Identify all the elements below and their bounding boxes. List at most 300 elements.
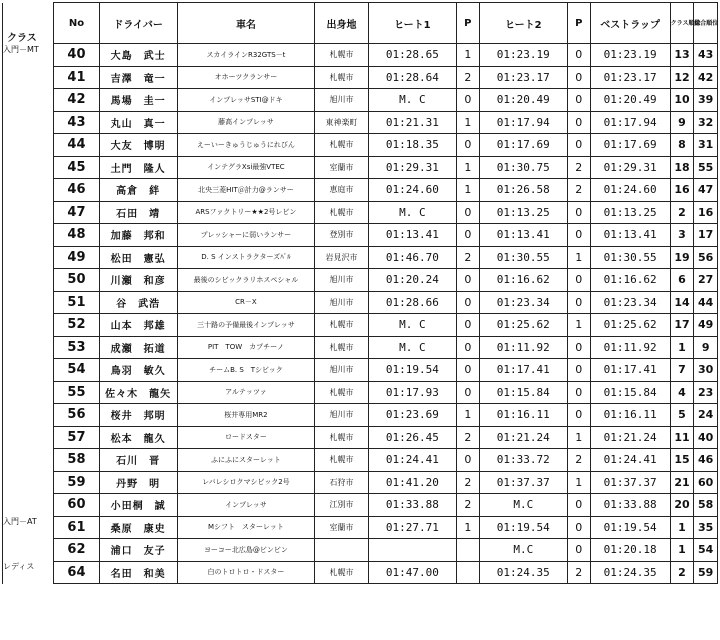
row-heat2: 01:26.58 (479, 179, 567, 202)
table-row (3, 224, 718, 247)
row-car: Mシフト スターレット (177, 516, 315, 539)
row-hometown: 江別市 (315, 494, 368, 517)
row-best-lap: 01:29.31 (590, 156, 670, 179)
row-driver: 石川 晋 (99, 449, 177, 472)
table-row (3, 404, 718, 427)
table-row (3, 516, 718, 539)
row-number: 47 (54, 201, 99, 224)
row-number: 50 (54, 269, 99, 292)
row-best-lap: 01:23.17 (590, 66, 670, 89)
row-heat2: M.C (479, 539, 567, 562)
row-class-rank: 3 (670, 224, 694, 247)
row-driver: 馬場 圭一 (99, 89, 177, 112)
row-driver: 石田 靖 (99, 201, 177, 224)
row-heat2: 01:24.35 (479, 561, 567, 584)
col-heat2: ヒート2 (479, 3, 567, 44)
row-class-rank: 18 (670, 156, 694, 179)
table-row (3, 134, 718, 157)
row-driver: 松本 龍久 (99, 426, 177, 449)
row-penalty1: 1 (457, 179, 480, 202)
row-penalty2: 0 (567, 291, 590, 314)
row-class-rank: 20 (670, 494, 694, 517)
row-heat1: 01:29.31 (368, 156, 456, 179)
row-penalty1: 0 (457, 89, 480, 112)
row-driver: 土門 隆人 (99, 156, 177, 179)
row-penalty2: 1 (567, 246, 590, 269)
row-overall-rank: 46 (694, 449, 718, 472)
row-number: 49 (54, 246, 99, 269)
row-best-lap: 01:13.25 (590, 201, 670, 224)
row-best-lap: 01:23.34 (590, 291, 670, 314)
row-overall-rank: 32 (694, 111, 718, 134)
row-class-label (3, 201, 54, 224)
row-number: 57 (54, 426, 99, 449)
row-number: 55 (54, 381, 99, 404)
row-heat1: M. C (368, 89, 456, 112)
table-row (3, 539, 718, 562)
row-class-label (3, 449, 54, 472)
row-car: CR－X (177, 291, 315, 314)
row-best-lap: 01:24.35 (590, 561, 670, 584)
row-class-rank: 6 (670, 269, 694, 292)
row-hometown: 恵庭市 (315, 179, 368, 202)
table-row (3, 111, 718, 134)
row-class-rank: 2 (670, 561, 694, 584)
row-hometown: 旭川市 (315, 89, 368, 112)
row-penalty2: 2 (567, 179, 590, 202)
row-number: 58 (54, 449, 99, 472)
row-penalty2: 1 (567, 471, 590, 494)
row-car: レバレシロクマシビック2号 (177, 471, 315, 494)
row-penalty1: 1 (457, 44, 480, 67)
col-p1: P (457, 3, 480, 44)
row-penalty1: 2 (457, 471, 480, 494)
row-penalty2: 0 (567, 381, 590, 404)
row-penalty1 (457, 539, 480, 562)
row-class-rank: 4 (670, 381, 694, 404)
row-penalty2: 0 (567, 89, 590, 112)
row-class-label (3, 494, 54, 517)
row-class-rank: 19 (670, 246, 694, 269)
row-hometown: 岩見沢市 (315, 246, 368, 269)
row-class-label (3, 111, 54, 134)
row-hometown: 登別市 (315, 224, 368, 247)
row-best-lap: 01:20.49 (590, 89, 670, 112)
row-best-lap: 01:11.92 (590, 336, 670, 359)
row-heat2: 01:13.25 (479, 201, 567, 224)
row-best-lap: 01:20.18 (590, 539, 670, 562)
row-penalty1: 2 (457, 426, 480, 449)
row-number: 64 (54, 561, 99, 584)
row-number: 44 (54, 134, 99, 157)
row-penalty1: 0 (457, 359, 480, 382)
row-heat2: 01:21.24 (479, 426, 567, 449)
row-heat2: 01:25.62 (479, 314, 567, 337)
row-penalty2: 0 (567, 201, 590, 224)
row-penalty2: 2 (567, 561, 590, 584)
row-hometown: 札幌市 (315, 134, 368, 157)
row-heat2: M.C (479, 494, 567, 517)
row-car: PIT TOW カプチーノ (177, 336, 315, 359)
row-car: 白のトロトロ・ドスター (177, 561, 315, 584)
row-class-label (3, 381, 54, 404)
row-class-rank: 17 (670, 314, 694, 337)
row-penalty1: 1 (457, 404, 480, 427)
row-driver: 川瀬 和彦 (99, 269, 177, 292)
row-penalty1: 0 (457, 201, 480, 224)
row-heat2: 01:17.94 (479, 111, 567, 134)
row-overall-rank: 47 (694, 179, 718, 202)
row-car: スカイラインR32GTS－t (177, 44, 315, 67)
table-row (3, 494, 718, 517)
row-best-lap: 01:37.37 (590, 471, 670, 494)
row-best-lap: 01:33.88 (590, 494, 670, 517)
row-overall-rank: 35 (694, 516, 718, 539)
table-row (3, 44, 718, 67)
table-row (3, 471, 718, 494)
row-overall-rank: 58 (694, 494, 718, 517)
row-car: インプレッサ (177, 494, 315, 517)
row-heat1: 01:23.69 (368, 404, 456, 427)
row-car: ヨーコー北広島@ビンビン (177, 539, 315, 562)
row-number: 45 (54, 156, 99, 179)
row-class-rank: 16 (670, 179, 694, 202)
row-penalty2: 0 (567, 66, 590, 89)
row-heat2: 01:17.69 (479, 134, 567, 157)
row-driver: 谷 武浩 (99, 291, 177, 314)
row-best-lap: 01:13.41 (590, 224, 670, 247)
row-hometown: 札幌市 (315, 66, 368, 89)
row-overall-rank: 43 (694, 44, 718, 67)
row-class-rank: 12 (670, 66, 694, 89)
row-penalty2: 0 (567, 224, 590, 247)
row-class-label (3, 246, 54, 269)
row-penalty1: 0 (457, 134, 480, 157)
row-heat1: 01:27.71 (368, 516, 456, 539)
row-driver: 山本 邦雄 (99, 314, 177, 337)
row-penalty1: 2 (457, 494, 480, 517)
row-heat1 (368, 539, 456, 562)
row-penalty1: 1 (457, 156, 480, 179)
row-heat1: 01:17.93 (368, 381, 456, 404)
row-number: 40 (54, 44, 99, 67)
table-row (3, 426, 718, 449)
row-best-lap: 01:24.41 (590, 449, 670, 472)
row-hometown (315, 539, 368, 562)
row-car: 藤高インプレッサ (177, 111, 315, 134)
row-penalty1: 0 (457, 269, 480, 292)
row-class-label (3, 336, 54, 359)
row-heat2: 01:23.19 (479, 44, 567, 67)
row-number: 59 (54, 471, 99, 494)
row-overall-rank: 23 (694, 381, 718, 404)
col-class: クラス (3, 3, 54, 44)
row-heat2: 01:23.17 (479, 66, 567, 89)
row-car: D. S インストラクターズﾊﾞﾙ (177, 246, 315, 269)
row-penalty1: 0 (457, 449, 480, 472)
row-class-rank: 11 (670, 426, 694, 449)
row-driver: 吉澤 竜一 (99, 66, 177, 89)
row-overall-rank: 17 (694, 224, 718, 247)
row-driver: 小田桐 誠 (99, 494, 177, 517)
row-car: ロードスター (177, 426, 315, 449)
row-heat1: M. C (368, 336, 456, 359)
row-penalty1: 0 (457, 291, 480, 314)
row-overall-rank: 27 (694, 269, 718, 292)
row-car: 三十路の予備最後インプレッサ (177, 314, 315, 337)
table-row (3, 269, 718, 292)
row-heat1: 01:20.24 (368, 269, 456, 292)
row-heat1: 01:47.00 (368, 561, 456, 584)
row-class-rank: 5 (670, 404, 694, 427)
row-best-lap: 01:23.19 (590, 44, 670, 67)
row-class-label: レディス (3, 561, 54, 584)
row-overall-rank: 49 (694, 314, 718, 337)
row-hometown: 旭川市 (315, 359, 368, 382)
col-p2: P (567, 3, 590, 44)
row-best-lap: 01:15.84 (590, 381, 670, 404)
row-hometown: 札幌市 (315, 44, 368, 67)
row-number: 43 (54, 111, 99, 134)
row-hometown: 室蘭市 (315, 156, 368, 179)
row-class-rank: 9 (670, 111, 694, 134)
row-number: 56 (54, 404, 99, 427)
row-heat1: 01:18.35 (368, 134, 456, 157)
row-heat1: M. C (368, 314, 456, 337)
row-heat1: M. C (368, 201, 456, 224)
row-penalty2: 0 (567, 336, 590, 359)
col-from: 出身地 (315, 3, 368, 44)
col-car: 車名 (177, 3, 315, 44)
row-hometown: 札幌市 (315, 314, 368, 337)
row-number: 46 (54, 179, 99, 202)
row-car: えーいーきゅうじゅうにれびん (177, 134, 315, 157)
row-class-rank: 2 (670, 201, 694, 224)
table-row (3, 156, 718, 179)
row-number: 51 (54, 291, 99, 314)
row-best-lap: 01:16.11 (590, 404, 670, 427)
row-penalty1: 0 (457, 336, 480, 359)
row-number: 61 (54, 516, 99, 539)
row-hometown: 札幌市 (315, 449, 368, 472)
row-car: 北央三菱HIT＠計力@ランサー (177, 179, 315, 202)
row-car: オホーツクランサー (177, 66, 315, 89)
row-heat2: 01:16.62 (479, 269, 567, 292)
row-overall-rank: 30 (694, 359, 718, 382)
row-best-lap: 01:25.62 (590, 314, 670, 337)
row-hometown: 室蘭市 (315, 516, 368, 539)
row-car: 桜井専用MR2 (177, 404, 315, 427)
row-driver: 桑原 康史 (99, 516, 177, 539)
row-best-lap: 01:21.24 (590, 426, 670, 449)
row-best-lap: 01:17.41 (590, 359, 670, 382)
row-number: 62 (54, 539, 99, 562)
row-car: チームB. S Tシビック (177, 359, 315, 382)
row-penalty1: 2 (457, 66, 480, 89)
row-overall-rank: 44 (694, 291, 718, 314)
row-best-lap: 01:17.94 (590, 111, 670, 134)
row-overall-rank: 39 (694, 89, 718, 112)
row-class-label (3, 471, 54, 494)
row-heat1: 01:24.60 (368, 179, 456, 202)
row-overall-rank: 55 (694, 156, 718, 179)
row-number: 53 (54, 336, 99, 359)
row-hometown: 旭川市 (315, 404, 368, 427)
row-penalty2: 1 (567, 314, 590, 337)
row-car: プレッシャーに弱いランサー (177, 224, 315, 247)
row-overall-rank: 16 (694, 201, 718, 224)
table-row (3, 89, 718, 112)
row-number: 41 (54, 66, 99, 89)
row-overall-rank: 59 (694, 561, 718, 584)
row-driver: 鳥羽 敏久 (99, 359, 177, 382)
row-penalty2: 0 (567, 269, 590, 292)
row-heat2: 01:19.54 (479, 516, 567, 539)
row-best-lap: 01:19.54 (590, 516, 670, 539)
row-number: 52 (54, 314, 99, 337)
row-overall-rank: 56 (694, 246, 718, 269)
row-penalty1: 0 (457, 314, 480, 337)
row-penalty1 (457, 561, 480, 584)
row-penalty2: 1 (567, 426, 590, 449)
results-body (3, 44, 718, 584)
row-driver: 松田 憲弘 (99, 246, 177, 269)
row-driver: 名田 和美 (99, 561, 177, 584)
row-hometown: 札幌市 (315, 561, 368, 584)
row-best-lap: 01:16.62 (590, 269, 670, 292)
col-overall-rank: 総合順位 (694, 3, 718, 44)
row-hometown: 旭川市 (315, 269, 368, 292)
row-best-lap: 01:17.69 (590, 134, 670, 157)
col-heat1: ヒート1 (368, 3, 456, 44)
table-row (3, 314, 718, 337)
row-best-lap: 01:24.60 (590, 179, 670, 202)
row-heat1: 01:19.54 (368, 359, 456, 382)
row-heat2: 01:30.75 (479, 156, 567, 179)
row-penalty2: 0 (567, 494, 590, 517)
row-car: ふにふにスターレット (177, 449, 315, 472)
row-penalty2: 0 (567, 404, 590, 427)
row-car: インテグラXsi最強VTEC (177, 156, 315, 179)
row-class-label (3, 66, 54, 89)
row-heat2: 01:17.41 (479, 359, 567, 382)
row-penalty2: 0 (567, 44, 590, 67)
row-penalty1: 2 (457, 246, 480, 269)
row-driver: 丹野 明 (99, 471, 177, 494)
table-row (3, 66, 718, 89)
row-best-lap: 01:30.55 (590, 246, 670, 269)
header-row (3, 3, 718, 44)
row-overall-rank: 40 (694, 426, 718, 449)
row-class-label (3, 426, 54, 449)
row-heat1: 01:41.20 (368, 471, 456, 494)
row-class-rank: 8 (670, 134, 694, 157)
row-class-label (3, 269, 54, 292)
row-class-label: 入門－MT (3, 44, 54, 67)
table-row (3, 291, 718, 314)
table-row (3, 336, 718, 359)
row-class-label (3, 89, 54, 112)
row-overall-rank: 31 (694, 134, 718, 157)
col-class-rank: クラス順位 (670, 3, 694, 44)
row-penalty2: 0 (567, 134, 590, 157)
row-car: ARSファクトリー★★2号レビン (177, 201, 315, 224)
row-heat2: 01:23.34 (479, 291, 567, 314)
row-heat1: 01:21.31 (368, 111, 456, 134)
row-class-label (3, 179, 54, 202)
row-heat1: 01:24.41 (368, 449, 456, 472)
row-class-rank: 1 (670, 516, 694, 539)
row-class-label (3, 404, 54, 427)
row-overall-rank: 42 (694, 66, 718, 89)
row-class-label (3, 156, 54, 179)
row-class-rank: 14 (670, 291, 694, 314)
row-penalty2: 2 (567, 156, 590, 179)
row-penalty1: 1 (457, 516, 480, 539)
row-number: 54 (54, 359, 99, 382)
row-hometown: 旭川市 (315, 291, 368, 314)
row-overall-rank: 9 (694, 336, 718, 359)
row-class-rank: 13 (670, 44, 694, 67)
results-table (2, 2, 718, 584)
row-penalty1: 1 (457, 111, 480, 134)
row-class-rank: 1 (670, 539, 694, 562)
row-heat1: 01:28.64 (368, 66, 456, 89)
row-driver: 大島 武士 (99, 44, 177, 67)
col-driver: ドライバー (99, 3, 177, 44)
row-heat2: 01:33.72 (479, 449, 567, 472)
row-heat2: 01:13.41 (479, 224, 567, 247)
row-hometown: 札幌市 (315, 426, 368, 449)
row-number: 48 (54, 224, 99, 247)
row-hometown: 石狩市 (315, 471, 368, 494)
row-class-rank: 21 (670, 471, 694, 494)
row-class-rank: 7 (670, 359, 694, 382)
row-class-label (3, 359, 54, 382)
row-heat1: 01:33.88 (368, 494, 456, 517)
row-driver: 加藤 邦和 (99, 224, 177, 247)
row-heat2: 01:37.37 (479, 471, 567, 494)
row-heat2: 01:16.11 (479, 404, 567, 427)
row-overall-rank: 60 (694, 471, 718, 494)
row-heat2: 01:11.92 (479, 336, 567, 359)
table-row (3, 246, 718, 269)
table-row (3, 561, 718, 584)
row-penalty2: 0 (567, 111, 590, 134)
row-driver: 浦口 友子 (99, 539, 177, 562)
row-class-rank: 1 (670, 336, 694, 359)
row-hometown: 札幌市 (315, 201, 368, 224)
row-heat2: 01:15.84 (479, 381, 567, 404)
row-class-rank: 15 (670, 449, 694, 472)
row-class-label (3, 224, 54, 247)
row-penalty1: 0 (457, 381, 480, 404)
table-row (3, 449, 718, 472)
row-heat2: 01:20.49 (479, 89, 567, 112)
row-car: インプレッサSTI@ドキ (177, 89, 315, 112)
row-driver: 佐々木 龍矢 (99, 381, 177, 404)
row-class-label (3, 134, 54, 157)
row-hometown: 東神楽町 (315, 111, 368, 134)
row-penalty2: 0 (567, 539, 590, 562)
row-hometown: 札幌市 (315, 336, 368, 359)
col-best: ベストラップ (590, 3, 670, 44)
row-overall-rank: 54 (694, 539, 718, 562)
row-overall-rank: 24 (694, 404, 718, 427)
row-driver: 大友 博明 (99, 134, 177, 157)
row-heat1: 01:28.65 (368, 44, 456, 67)
row-number: 60 (54, 494, 99, 517)
